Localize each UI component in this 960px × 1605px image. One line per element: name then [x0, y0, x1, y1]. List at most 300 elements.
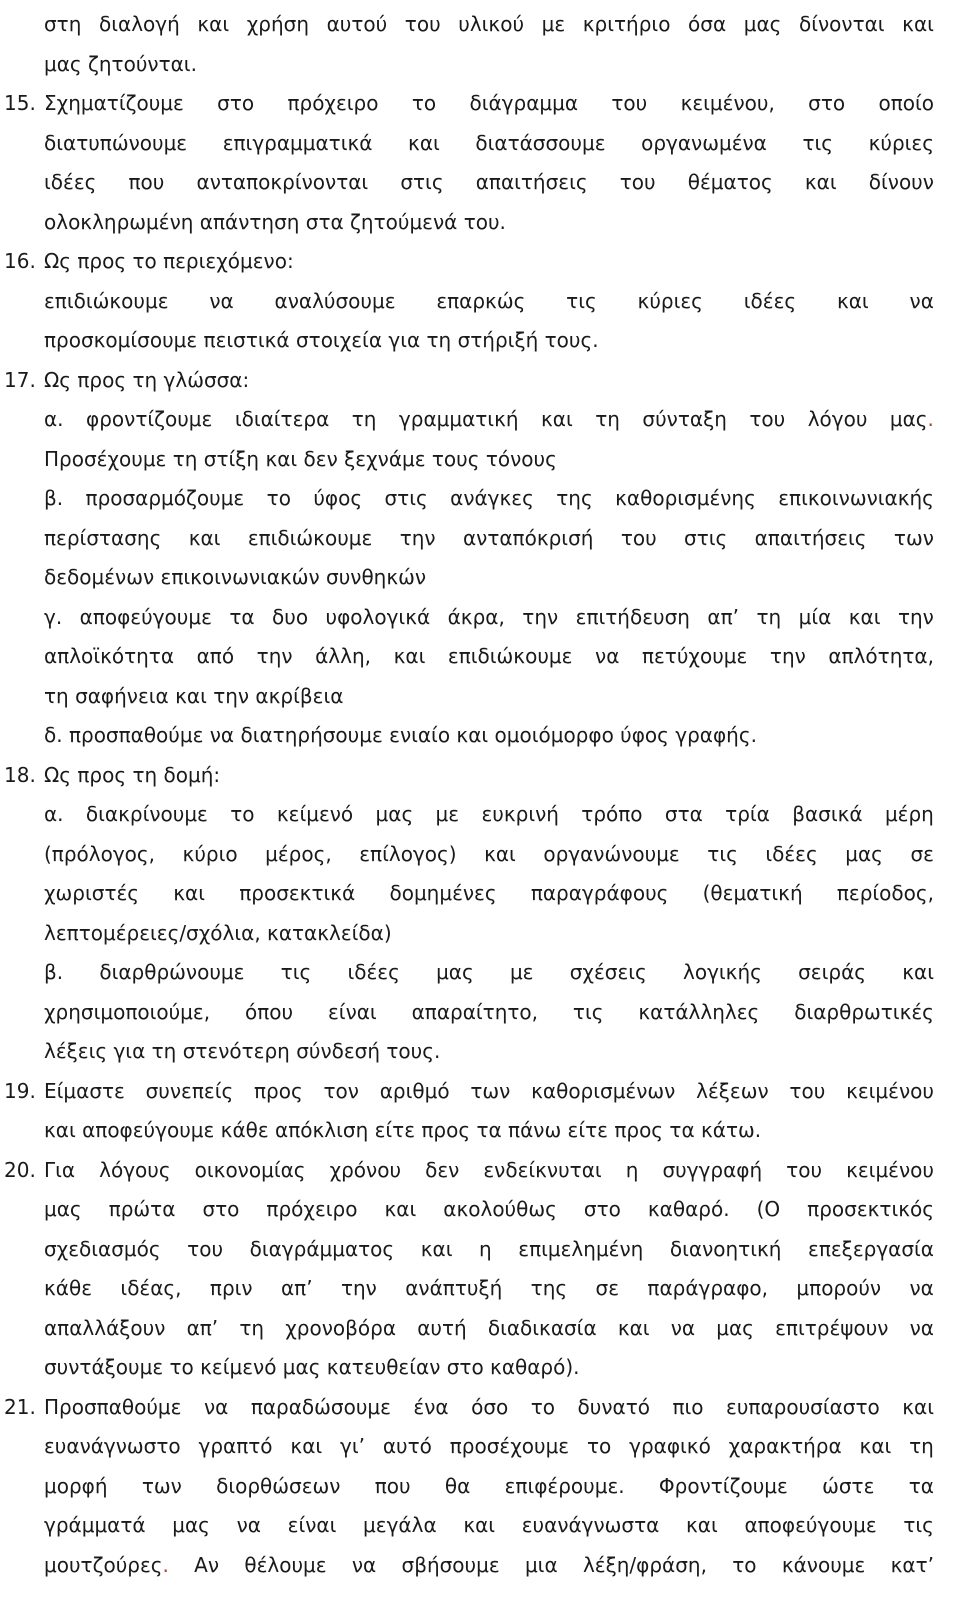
- word: των: [141, 1473, 182, 1498]
- word: λογικής: [683, 960, 762, 984]
- word: η: [479, 1236, 492, 1261]
- word: την: [897, 604, 934, 629]
- word: σχέσεις: [569, 960, 647, 984]
- word: σε: [595, 1276, 620, 1300]
- word: πρώτα: [108, 1197, 176, 1221]
- line-text: Ως προς το περιεχόμενο:: [44, 249, 294, 273]
- text-line: [44, 518, 934, 558]
- word: (Ο: [756, 1197, 781, 1221]
- word: κειμένου: [846, 1078, 934, 1103]
- word: κατάλληλες: [638, 999, 760, 1024]
- word: να: [909, 1315, 934, 1340]
- text-line: [44, 952, 934, 992]
- word: ιδιαίτερα: [234, 407, 330, 431]
- word: β.: [44, 960, 64, 984]
- text-line: [44, 1347, 580, 1387]
- word: χρησιμοποιούμε,: [44, 999, 211, 1024]
- list-number: 17.: [4, 367, 36, 392]
- word: το: [266, 486, 291, 510]
- word: πρόχειρο: [287, 91, 379, 115]
- word: στις: [384, 486, 428, 510]
- word: γραπτό: [198, 1434, 273, 1458]
- word: μας: [716, 1315, 754, 1340]
- word: του: [620, 525, 657, 550]
- word: πρόχειρο: [266, 1197, 358, 1221]
- word: να: [209, 288, 234, 313]
- word: επιφέρουμε.: [504, 1473, 625, 1498]
- word: τις: [280, 960, 312, 984]
- word: Προσπαθούμε: [44, 1394, 182, 1419]
- text-line: [44, 676, 343, 716]
- word: ώστε: [822, 1473, 875, 1498]
- word: απ’: [707, 604, 739, 629]
- word: παραδώσουμε: [250, 1394, 391, 1419]
- text-line: [44, 281, 934, 321]
- word: Για: [44, 1157, 76, 1182]
- word: Αν: [194, 1552, 220, 1577]
- word: β.: [44, 486, 64, 510]
- word: φροντίζουμε: [86, 407, 213, 431]
- word: χρόνου: [329, 1157, 402, 1182]
- text-line: [44, 439, 557, 479]
- word: υφολογικά: [325, 604, 431, 629]
- word: διαδικασία: [487, 1315, 597, 1340]
- word: επιδιώκουμε: [447, 644, 573, 668]
- word: και: [541, 407, 573, 431]
- word: ακολούθως: [443, 1197, 557, 1221]
- word: με: [509, 960, 534, 984]
- word: των: [893, 525, 934, 550]
- text-line: [44, 1150, 934, 1190]
- word: του: [404, 12, 441, 36]
- word: και: [484, 841, 516, 866]
- word: ιδέες: [765, 841, 818, 866]
- text-line: [44, 1466, 934, 1506]
- word: που: [374, 1473, 411, 1498]
- word: η: [625, 1157, 639, 1182]
- word: επιδιώκουμε: [247, 525, 373, 550]
- word: κάθε: [44, 1276, 93, 1300]
- word: λέξεων: [696, 1078, 769, 1103]
- word: διατυπώνουμε: [44, 130, 188, 155]
- word: στις: [400, 170, 444, 194]
- line-text: Ως προς τη δομή:: [44, 762, 221, 787]
- word: που: [128, 170, 165, 194]
- text-line: [44, 399, 934, 439]
- word: συνεπείς: [145, 1078, 234, 1103]
- word: και: [902, 960, 934, 984]
- word: την: [340, 1276, 377, 1300]
- text-line: [44, 1189, 934, 1229]
- word: απ’: [186, 1315, 219, 1340]
- word: στις: [684, 525, 728, 550]
- word: επιτρέψουν: [775, 1315, 889, 1340]
- word: κάνουμε: [781, 1552, 866, 1577]
- word: κειμένου,: [680, 91, 775, 115]
- highlighted-punctuation: .: [927, 407, 934, 431]
- word: αυτό: [382, 1434, 432, 1458]
- word: οποίο: [878, 91, 934, 115]
- line-text: λεπτομέρειες/σχόλια, κατακλείδα): [44, 920, 392, 945]
- word: να: [351, 1552, 377, 1577]
- word: του: [789, 1078, 826, 1103]
- word: να: [909, 288, 934, 313]
- word: χρήση: [246, 12, 309, 36]
- word: γραφικό: [629, 1434, 711, 1458]
- word: γραμματική: [398, 407, 519, 431]
- line-text: δεδομένων επικοινωνιακών συνθηκών: [44, 565, 427, 589]
- word: βασικά: [792, 802, 863, 826]
- word: απλοϊκότητα: [44, 644, 175, 668]
- text-line: [44, 1229, 934, 1269]
- line-text: δ. προσπαθούμε να διατηρήσουμε ενιαίο και ομοιόμορφο ύφος γραφής.: [44, 723, 757, 747]
- word: διατάσσουμε: [475, 130, 606, 155]
- word: δίνονται: [798, 12, 885, 36]
- word: διακρίνουμε: [85, 802, 208, 826]
- word: τρία: [725, 802, 770, 826]
- text-line: [44, 1071, 934, 1111]
- word: στο: [808, 91, 846, 115]
- word: προσεκτικός: [807, 1197, 934, 1221]
- word: τρόπο: [581, 802, 643, 826]
- word: και: [420, 1236, 453, 1261]
- word: επικοινωνιακής: [778, 486, 934, 510]
- word: συγγραφή: [662, 1157, 763, 1182]
- word: τις: [572, 999, 604, 1024]
- word: από: [196, 644, 235, 668]
- list-number: 16.: [4, 249, 36, 273]
- word: την: [399, 525, 436, 550]
- word: ιδέες: [44, 170, 97, 194]
- word: παράγραφο,: [647, 1276, 769, 1300]
- word: και: [173, 881, 205, 905]
- word: αυτού: [326, 12, 388, 36]
- word: κύριο: [182, 841, 238, 866]
- word: σύνταξη: [642, 407, 727, 431]
- word: να: [909, 1276, 934, 1300]
- text-line: [44, 715, 757, 755]
- word: να: [595, 644, 620, 668]
- word: μας: [845, 841, 883, 866]
- word: καθαρό.: [647, 1197, 730, 1221]
- word: μας.: [890, 399, 934, 439]
- word: να: [236, 1513, 261, 1537]
- word: ανάπτυξή: [405, 1276, 503, 1300]
- word: διαρθρώνουμε: [99, 960, 245, 984]
- line-text: τη σαφήνεια και την ακρίβεια: [44, 683, 344, 708]
- highlighted-punctuation: .: [162, 1552, 169, 1577]
- word: θέματος: [687, 170, 773, 194]
- text-line: [44, 834, 934, 874]
- word: διαρθρωτικές: [794, 999, 934, 1024]
- word: τη: [351, 407, 377, 431]
- word: οργανώνουμε: [543, 841, 680, 866]
- word: του: [619, 170, 656, 194]
- word: και: [188, 525, 221, 550]
- word: καθορισμένης: [615, 486, 756, 510]
- word: και: [902, 1394, 934, 1419]
- word: των: [470, 1078, 511, 1103]
- word: του: [749, 407, 786, 431]
- text-line: [44, 1387, 934, 1427]
- word: και: [836, 288, 869, 313]
- word: την: [522, 604, 559, 629]
- text-line: [44, 360, 249, 400]
- word: την: [256, 644, 293, 668]
- word: Φροντίζουμε: [658, 1473, 788, 1498]
- line-text: και αποφεύγουμε κάθε απόκλιση είτε προς τα πάνω είτε προς τα κάτω.: [44, 1118, 762, 1142]
- word: και: [902, 12, 934, 36]
- text-line: [44, 1545, 934, 1585]
- line-text: Προσέχουμε τη στίξη και δεν ξεχνάμε τους τόνους: [44, 446, 557, 471]
- word: μέρος,: [265, 841, 332, 866]
- word: της: [556, 486, 593, 510]
- word: κειμένου: [846, 1157, 934, 1182]
- word: της: [530, 1276, 568, 1300]
- word: ιδέες: [743, 288, 797, 313]
- word: δομημένες: [389, 881, 497, 905]
- word: υλικού: [458, 12, 525, 36]
- word: τη: [239, 1315, 265, 1340]
- word: να: [670, 1315, 696, 1340]
- word: ύφος: [313, 486, 363, 510]
- list-number: 20.: [4, 1157, 36, 1182]
- text-line: [44, 597, 934, 637]
- word: κριτήριο: [582, 12, 671, 36]
- list-number: 19.: [4, 1078, 36, 1103]
- word: μέρη: [884, 802, 934, 826]
- word: ανταπόκρισή: [462, 525, 594, 550]
- word: επεξεργασία: [808, 1236, 934, 1261]
- word: μας: [44, 1197, 82, 1221]
- word: περίοδος,: [836, 881, 934, 905]
- word: μία: [798, 604, 832, 629]
- word: πετύχουμε: [641, 644, 748, 668]
- text-line: [44, 873, 934, 913]
- text-line: [44, 794, 934, 834]
- word: (πρόλογος,: [44, 841, 156, 866]
- word: διάγραμμα: [469, 91, 579, 115]
- word: θέλουμε: [244, 1552, 327, 1577]
- line-text: λέξεις για τη στενότερη σύνδεσή τους.: [44, 1039, 441, 1063]
- word: χωριστές: [44, 881, 140, 905]
- word: μορφή: [44, 1473, 108, 1498]
- line-text: ολοκληρωμένη απάντηση στα ζητούμενά του.: [44, 209, 506, 234]
- word: επιτήδευση: [575, 604, 690, 629]
- word: στα: [664, 802, 703, 826]
- word: όσο: [471, 1394, 509, 1419]
- word: στη: [44, 12, 82, 36]
- word: μας: [172, 1513, 210, 1537]
- word: προσέχουμε: [449, 1434, 570, 1458]
- list-number: 15.: [4, 91, 36, 115]
- word: τις: [802, 130, 833, 155]
- word: ευκρινή: [481, 802, 559, 826]
- word: και: [197, 12, 230, 36]
- word: ενδείκνυται: [483, 1157, 602, 1182]
- text-line: [44, 1426, 934, 1466]
- text-line: [44, 44, 197, 84]
- word: απλότητα,: [828, 644, 934, 668]
- word: σβήσουμε: [401, 1552, 500, 1577]
- word: (θεματική: [702, 881, 803, 905]
- line-text: Ως προς τη γλώσσα:: [44, 367, 250, 392]
- word: α.: [44, 407, 64, 431]
- word: αποφεύγουμε: [79, 604, 212, 629]
- word: τα: [908, 1473, 934, 1498]
- word: απαιτήσεις: [754, 525, 867, 550]
- word: κύριες: [868, 130, 934, 155]
- word: γράμματά: [44, 1513, 146, 1537]
- word: λέξη/φράση,: [582, 1552, 707, 1577]
- word: διαγράμματος: [249, 1236, 395, 1261]
- word: διαλογή: [99, 12, 180, 36]
- text-line: [44, 636, 934, 676]
- word: επιμελημένη: [518, 1236, 644, 1261]
- word: και: [463, 1513, 496, 1537]
- word: αυτή: [417, 1315, 467, 1340]
- word: το: [411, 91, 437, 115]
- text-line: [44, 202, 506, 242]
- text-line: [44, 755, 220, 795]
- word: σειράς: [798, 960, 866, 984]
- word: προσεκτικά: [239, 881, 356, 905]
- text-line: [44, 1505, 934, 1545]
- word: αναλύσουμε: [274, 288, 396, 313]
- word: και: [686, 1513, 718, 1537]
- word: τα: [229, 604, 255, 629]
- word: την: [769, 644, 806, 668]
- word: τη: [595, 407, 620, 431]
- word: τις: [903, 1513, 934, 1537]
- word: ιδέας,: [120, 1276, 182, 1300]
- word: στο: [202, 1197, 240, 1221]
- word: ευπαρουσίαστο: [726, 1394, 880, 1419]
- word: το: [530, 1394, 556, 1419]
- word: δυνατό: [577, 1394, 650, 1419]
- word: τις: [707, 841, 738, 866]
- text-line: [44, 992, 934, 1032]
- word: το: [230, 802, 255, 826]
- word: μας: [743, 12, 782, 36]
- text-line: [44, 1308, 934, 1348]
- word: απαλλάξουν: [44, 1315, 166, 1340]
- word: χρονοβόρα: [285, 1315, 397, 1340]
- word: άκρα,: [447, 604, 505, 629]
- word: Σχηματίζουμε: [44, 91, 184, 115]
- word: θα: [444, 1473, 471, 1498]
- text-line: [44, 1268, 934, 1308]
- word: καθορισμένων: [531, 1078, 676, 1103]
- line-text: μας ζητούνται.: [44, 51, 197, 76]
- word: στο: [217, 91, 255, 115]
- word: του: [611, 91, 648, 115]
- word: και: [408, 130, 440, 155]
- word: ένα: [413, 1394, 449, 1419]
- word: και: [617, 1315, 650, 1340]
- word: ευανάγνωστο: [44, 1434, 181, 1458]
- word: το: [732, 1552, 757, 1577]
- text-line: [44, 162, 934, 202]
- word: με: [435, 802, 460, 826]
- word: και: [384, 1197, 417, 1221]
- word: οργανωμένα: [641, 130, 767, 155]
- word: παραγράφους: [530, 881, 669, 905]
- word: επιγραμματικά: [222, 130, 373, 155]
- word: στο: [583, 1197, 621, 1221]
- word: σε: [910, 841, 934, 866]
- word: τη: [756, 604, 782, 629]
- text-line: [44, 83, 934, 123]
- word: Είμαστε: [44, 1078, 125, 1103]
- word: πριν: [209, 1276, 253, 1300]
- text-line: [44, 123, 934, 163]
- word: γι’: [340, 1434, 365, 1458]
- text-line: [44, 557, 426, 597]
- word: οικονομίας: [194, 1157, 306, 1182]
- word: γ.: [44, 604, 63, 629]
- word: διορθώσεων: [216, 1473, 341, 1498]
- word: το: [586, 1434, 612, 1458]
- word: λόγου: [807, 407, 868, 431]
- list-number: 18.: [4, 762, 36, 787]
- word: πιο: [672, 1394, 704, 1419]
- word: είναι: [327, 999, 377, 1024]
- text-line: [44, 1031, 440, 1071]
- word: μουτζούρες.: [44, 1545, 169, 1585]
- word: ανάγκες: [450, 486, 534, 510]
- word: μας: [436, 960, 474, 984]
- line-text: συντάξουμε το κείμενό μας κατευθείαν στο καθαρό).: [44, 1355, 580, 1379]
- word: απαιτήσεις: [475, 170, 588, 194]
- word: α.: [44, 802, 64, 826]
- word: τις: [566, 288, 597, 313]
- word: ευανάγνωστα: [521, 1513, 660, 1537]
- word: δίνουν: [868, 170, 934, 194]
- word: προσαρμόζουμε: [85, 486, 245, 510]
- text-line: [44, 913, 392, 953]
- word: και: [859, 1434, 892, 1458]
- word: μας: [375, 802, 414, 826]
- word: του: [187, 1236, 224, 1261]
- word: άλλη,: [315, 644, 372, 668]
- text-line: [44, 478, 934, 518]
- text-line: [44, 241, 294, 281]
- word: τον: [323, 1078, 359, 1103]
- word: διανοητική: [669, 1236, 782, 1261]
- word: όπου: [244, 999, 294, 1024]
- word: και: [393, 644, 426, 668]
- word: μια: [524, 1552, 558, 1577]
- word: μπορούν: [796, 1276, 882, 1300]
- word: κύριες: [637, 288, 703, 313]
- word: του: [786, 1157, 823, 1182]
- word: με: [541, 12, 566, 36]
- word: και: [848, 604, 881, 629]
- word: προς: [254, 1078, 303, 1103]
- word: περίστασης: [44, 525, 162, 550]
- word: να: [203, 1394, 229, 1419]
- word: κατ’: [890, 1552, 934, 1577]
- word: λόγους: [99, 1157, 171, 1182]
- text-line: [44, 1110, 761, 1150]
- word: ανταποκρίνονται: [196, 170, 369, 194]
- word: σχεδιασμός: [44, 1236, 161, 1261]
- word: είναι: [287, 1513, 337, 1537]
- word: όσα: [688, 12, 727, 36]
- word: αριθμό: [379, 1078, 450, 1103]
- word: ιδέες: [347, 960, 400, 984]
